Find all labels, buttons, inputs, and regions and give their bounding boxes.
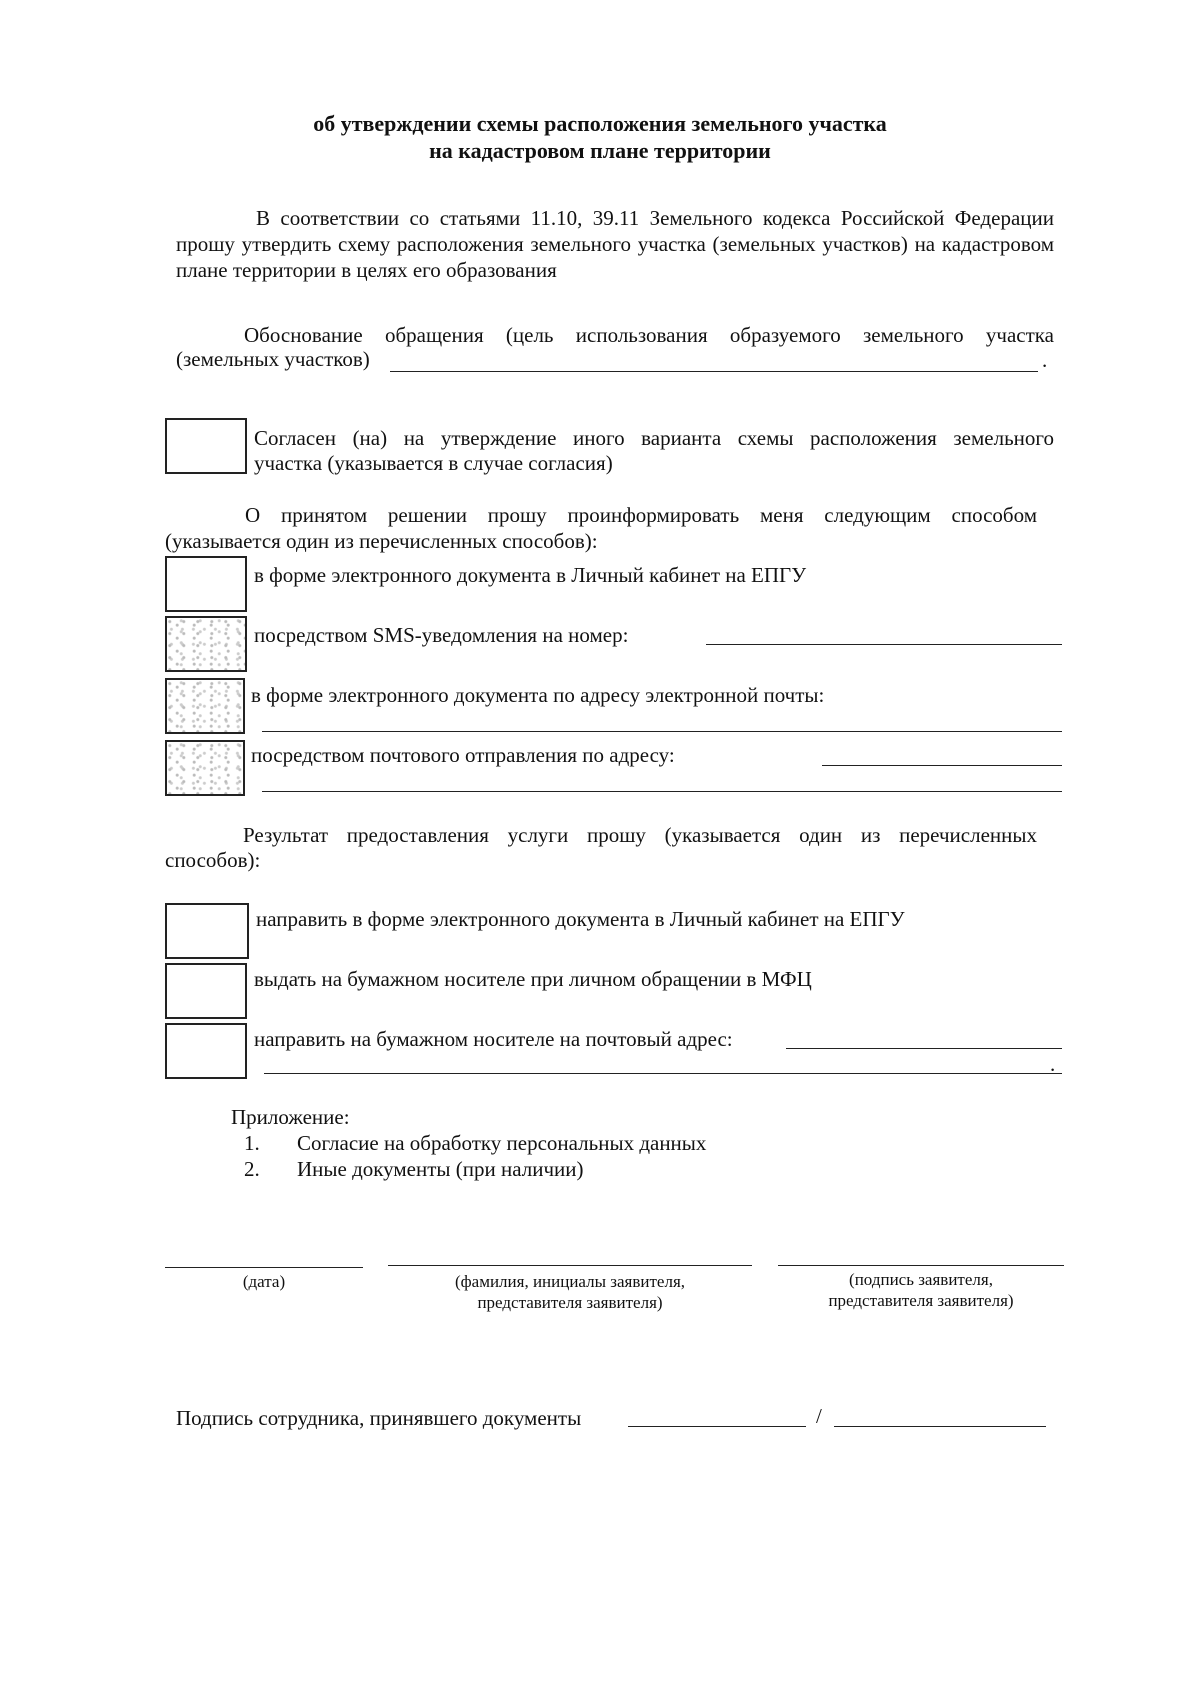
result-end-mark: . (1050, 1052, 1056, 1076)
employee-name-input-line[interactable] (834, 1426, 1046, 1427)
date-caption: (дата) (242, 1272, 286, 1291)
inform-intro-line-1: О принятом решении прошу проинформировать меня следующим способом (245, 503, 1037, 527)
signature-input-line[interactable] (778, 1265, 1064, 1266)
name-caption-line-1: (фамилия, инициалы заявителя, (454, 1272, 686, 1291)
attachment-item-1: Согласие на обработку персональных данных (297, 1131, 707, 1155)
inform-option-sms: посредством SMS-уведомления на номер: (254, 623, 629, 647)
result-option-epgu: направить в форме электронного документа в Личный кабинет на ЕПГУ (256, 907, 905, 931)
signature-caption-line-2: представителя заявителя) (828, 1291, 1014, 1310)
justification-line-1: Обоснование обращения (цель использования образуемого земельного участка (244, 323, 1054, 347)
signature-caption-line-1: (подпись заявителя, (849, 1270, 993, 1289)
result-post-address-line-2[interactable] (264, 1073, 1062, 1074)
inform-epgu-checkbox[interactable] (165, 556, 247, 612)
result-intro-line-1: Результат предоставления услуги прошу (указывается один из перечисленных (243, 823, 1037, 847)
employee-signature-input-line[interactable] (628, 1426, 806, 1427)
consent-checkbox[interactable] (165, 418, 247, 474)
title-line-1: об утверждении схемы расположения земельного участка (313, 111, 887, 136)
inform-sms-checkbox[interactable] (165, 616, 247, 672)
inform-intro-line-2: (указывается один из перечисленных способов): (165, 529, 598, 553)
name-caption-line-2: представителя заявителя) (477, 1293, 663, 1312)
inform-option-epgu: в форме электронного документа в Личный кабинет на ЕПГУ (254, 563, 807, 587)
employee-separator: / (816, 1404, 822, 1428)
inform-email-checkbox[interactable] (165, 678, 245, 734)
result-mfc-checkbox[interactable] (165, 963, 247, 1019)
attachment-item-2: Иные документы (при наличии) (297, 1157, 584, 1181)
result-option-mfc: выдать на бумажном носителе при личном обращении в МФЦ (254, 967, 812, 991)
post-address-input-line-2[interactable] (262, 791, 1062, 792)
justification-input-line[interactable] (390, 371, 1038, 372)
justification-label: (земельных участков) (176, 347, 370, 371)
attachment-number-2: 2. (244, 1157, 260, 1181)
result-post-checkbox[interactable] (165, 1023, 247, 1079)
intro-paragraph: В соответствии со статьями 11.10, 39.11 Земельного кодекса Российской Федерации прошу утвердить схему расположения земельного участка (земельных участков) на кадастровом плане территории в целях его образования (176, 206, 1054, 282)
result-epgu-checkbox[interactable] (165, 903, 249, 959)
name-input-line[interactable] (388, 1265, 752, 1266)
attachments-heading: Приложение: (231, 1105, 350, 1129)
attachment-number-1: 1. (244, 1131, 260, 1155)
email-input-line[interactable] (262, 731, 1062, 732)
inform-option-email: в форме электронного документа по адресу электронной почты: (251, 683, 825, 707)
consent-line-2: участка (указывается в случае согласия) (254, 451, 613, 475)
sms-number-input-line[interactable] (706, 644, 1062, 645)
date-input-line[interactable] (165, 1267, 363, 1268)
inform-post-checkbox[interactable] (165, 740, 245, 796)
inform-option-post: посредством почтового отправления по адресу: (251, 743, 675, 767)
post-address-input-line-1[interactable] (822, 765, 1062, 766)
document-title (200, 110, 1000, 164)
result-post-address-line-1[interactable] (786, 1048, 1062, 1049)
result-intro-line-2: способов): (165, 848, 261, 872)
justification-end-mark: . (1042, 348, 1048, 372)
title-line-2: на кадастровом плане территории (429, 138, 771, 163)
employee-signature-label: Подпись сотрудника, принявшего документы (176, 1406, 582, 1430)
result-option-post: направить на бумажном носителе на почтовый адрес: (254, 1027, 733, 1051)
consent-line-1: Согласен (на) на утверждение иного варианта схемы расположения земельного (254, 426, 1054, 450)
